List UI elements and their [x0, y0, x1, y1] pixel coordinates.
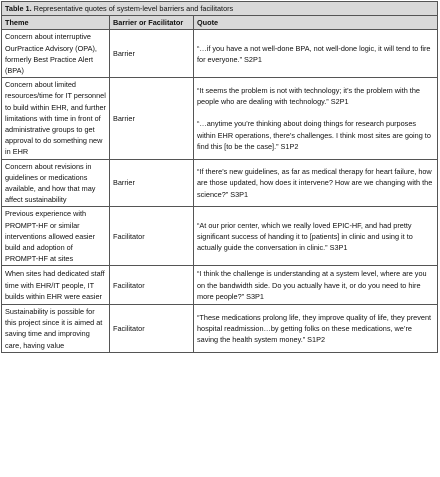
- quote-cell: [194, 30, 438, 78]
- type-cell: Barrier: [110, 30, 194, 78]
- quote-text: “…anytime you’re thinking about doing things for research purposes within EHR operations, there’s challenges. I think most sites are going to find this [to be the case].” S1P2: [197, 119, 431, 151]
- table-row: [2, 30, 438, 78]
- theme-cell: Previous experience with PROMPT-HF or similar interventions allowed easier build and adoption of PROMPT-HF at sites: [2, 207, 110, 266]
- theme-cell: Concern about interruptive OurPractice Advisory (OPA), formerly Best Practice Alert (BPA): [2, 30, 110, 78]
- column-header-quote: Quote: [194, 16, 438, 30]
- quote-cell: [194, 78, 438, 159]
- table-row: [2, 207, 438, 266]
- quote-cell: [194, 159, 438, 207]
- type-cell: Facilitator: [110, 266, 194, 305]
- quote-text: “I think the challenge is understanding at a system level, where are you on the bandwidth side. Do you actually have it, or do you need to hire more people?” S3P1: [197, 269, 427, 301]
- table-row: [2, 266, 438, 305]
- quote-text: “If there’s new guidelines, as far as medical therapy for heart failure, how are those updated, how does it intervene? How are we changing with the science?” S3P1: [197, 167, 433, 199]
- quote-cell: [194, 305, 438, 353]
- table-row: [2, 305, 438, 353]
- quote-text: “These medications prolong life, they improve quality of life, they prevent hospital readmission…by getting folks on these medications, we’re saving the health system money.” S1P2: [197, 312, 432, 345]
- type-cell: Facilitator: [110, 305, 194, 353]
- table-caption-text: Representative quotes of system-level barriers and facilitators: [31, 4, 234, 13]
- quotes-table: [1, 1, 438, 353]
- theme-cell: When sites had dedicated staff time with EHR/IT people, IT builds within EHR were easier: [2, 266, 110, 305]
- quote-text: “It seems the problem is not with technology; it’s the problem with the people who are dealing with technology.” S2P1: [197, 85, 420, 107]
- quote-text: “…if you have a not well-done BPA, not well-done logic, it will tend to fire for everyone.” S2P1: [197, 43, 431, 64]
- table-row: [2, 78, 438, 159]
- type-cell: Barrier: [110, 78, 194, 159]
- table-header-row: [2, 16, 438, 30]
- column-header-theme: Theme: [2, 16, 110, 30]
- quote-cell: [194, 266, 438, 305]
- table-caption-row: [2, 2, 438, 16]
- type-cell: Facilitator: [110, 207, 194, 266]
- theme-cell: Concern about limited resources/time for IT personnel to build within EHR, and further limitations with time in front of administrative groups to get approval to do something new in EHR: [2, 78, 110, 159]
- table-caption: [2, 2, 438, 16]
- quote-text: “At our prior center, which we really loved EPIC-HF, and had pretty significant success of handing it to [patients] in clinic and using it to actually guide the conversation in clinic.” S3P1: [197, 220, 413, 253]
- type-cell: Barrier: [110, 159, 194, 207]
- table-caption-label: Table 1.: [5, 4, 32, 13]
- theme-cell: Concern about revisions in guidelines or medications available, and how that may affect sustainability: [2, 159, 110, 207]
- quote-cell: [194, 207, 438, 266]
- table-row: [2, 159, 438, 207]
- column-header-barrier-or-facilitator: Barrier or Facilitator: [110, 16, 194, 30]
- theme-cell: Sustainability is possible for this project since it is aimed at saving time and improving care, having value: [2, 305, 110, 353]
- document-page: [1, 1, 437, 353]
